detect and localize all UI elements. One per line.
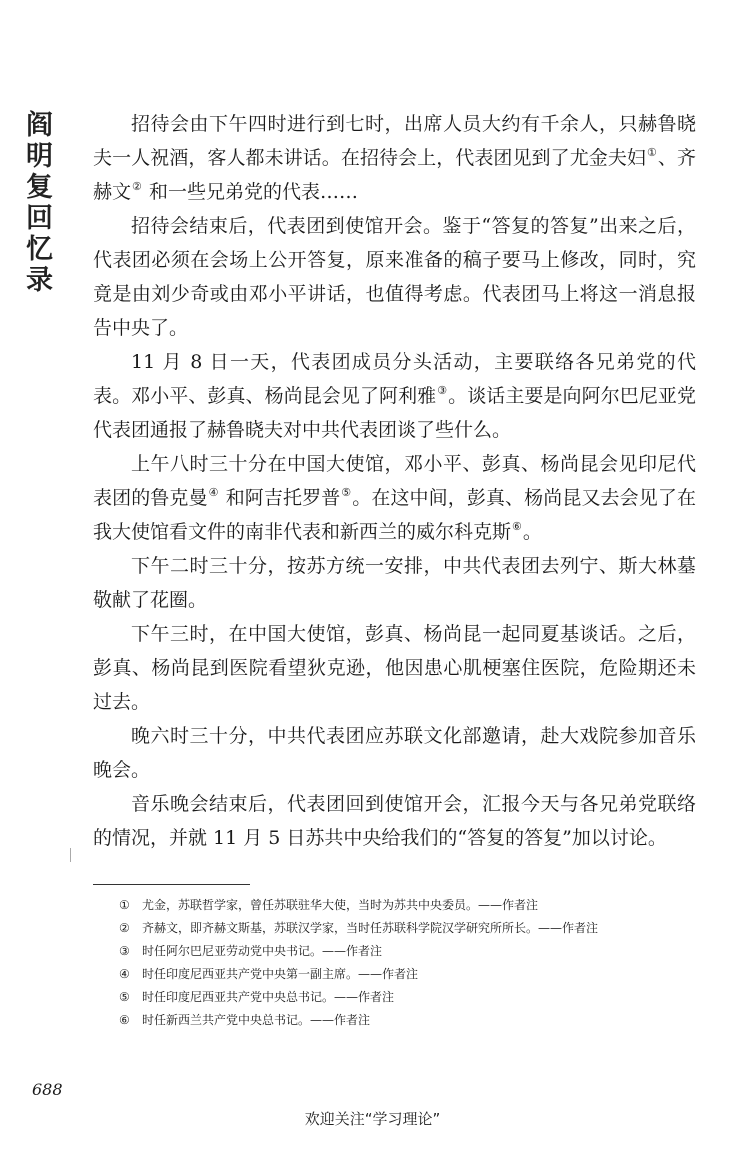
footnote-number: ③ bbox=[119, 944, 130, 958]
page-number: 688 bbox=[32, 1080, 63, 1099]
text-run: 。在这中间，彭真、杨尚昆又去会见了在我大使馆看文件的南非代表和新西兰的威尔科克斯 bbox=[93, 487, 696, 543]
footnote-number: ⑥ bbox=[119, 1013, 130, 1027]
footnote-divider bbox=[93, 884, 250, 885]
paragraph-8 bbox=[93, 787, 696, 855]
paragraph-3 bbox=[93, 345, 696, 447]
text-run: 下午三时，在中国大使馆，彭真、杨尚昆一起同夏基谈话。之后，彭真、杨尚昆到医院看望狄克逊，他因患心肌梗塞住医院，危险期还未过去。 bbox=[93, 623, 696, 713]
text-run: 、齐赫文 bbox=[93, 147, 696, 203]
footnote-1 bbox=[93, 894, 696, 917]
text-run: 招待会由下午四时进行到七时，出席人员大约有千余人，只赫鲁晓夫一人祝酒，客人都未讲话。在招待会上，代表团见到了尤金夫妇 bbox=[93, 113, 696, 169]
footnote-2 bbox=[93, 917, 696, 940]
paragraph-6 bbox=[93, 617, 696, 719]
footnote-text: 齐赫文，即齐赫文斯基，苏联汉学家，当时任苏联科学院汉学研究所所长。——作者注 bbox=[142, 921, 599, 935]
paragraph-5 bbox=[93, 549, 696, 617]
text-run: 上午八时三十分在中国大使馆，邓小平、彭真、杨尚昆会见印尼代表团的鲁克曼 bbox=[93, 453, 696, 509]
footnote-ref[interactable]: ② bbox=[132, 180, 142, 193]
footnote-ref[interactable]: ③ bbox=[437, 384, 448, 397]
footnote-6 bbox=[93, 1009, 696, 1032]
footnote-text: 尤金，苏联哲学家，曾任苏联驻华大使，当时为苏共中央委员。——作者注 bbox=[142, 898, 539, 912]
footnote-number: ① bbox=[119, 898, 130, 912]
footnote-ref[interactable]: ④ bbox=[208, 486, 219, 499]
footnotes bbox=[93, 894, 696, 1032]
footnote-ref[interactable]: ⑤ bbox=[341, 486, 352, 499]
paragraph-4 bbox=[93, 447, 696, 549]
footnote-5 bbox=[93, 986, 696, 1009]
footnote-number: ② bbox=[119, 921, 130, 935]
text-run: 和一些兄弟党的代表…… bbox=[148, 181, 358, 203]
footnote-number: ④ bbox=[119, 967, 130, 981]
text-run: 音乐晚会结束后，代表团回到使馆开会，汇报今天与各兄弟党联络的情况，并就 11 月 5 日苏共中央给我们的“答复的答复”加以讨论。 bbox=[93, 793, 696, 849]
text-run: 晚六时三十分，中共代表团应苏联文化部邀请，赴大戏院参加音乐晚会。 bbox=[93, 725, 696, 781]
text-run: 11 月 8 日一天，代表团成员分头活动，主要联络各兄弟党的代表。邓小平、彭真、杨尚昆会见了阿利雅 bbox=[93, 351, 696, 407]
paragraph-7 bbox=[93, 719, 696, 787]
text-run: 。 bbox=[522, 521, 542, 543]
paragraph-1 bbox=[93, 107, 696, 209]
footer-watermark: 欢迎关注“学习理论” bbox=[304, 1110, 441, 1128]
scan-mark bbox=[70, 848, 71, 862]
book-title-vertical: 阎明复回忆录 bbox=[21, 110, 52, 296]
footnote-text: 时任阿尔巴尼亚劳动党中央书记。——作者注 bbox=[142, 944, 383, 958]
footnote-text: 时任印度尼西亚共产党中央第一副主席。——作者注 bbox=[142, 967, 419, 981]
footnote-number: ⑤ bbox=[119, 990, 130, 1004]
text-run: 下午二时三十分，按苏方统一安排，中共代表团去列宁、斯大林墓敬献了花圈。 bbox=[93, 555, 696, 611]
text-run: 和阿吉托罗普 bbox=[225, 487, 341, 509]
footnote-4 bbox=[93, 963, 696, 986]
footnote-ref[interactable]: ① bbox=[646, 146, 657, 159]
footnote-3 bbox=[93, 940, 696, 963]
paragraph-2 bbox=[93, 209, 696, 345]
text-run: 招待会结束后，代表团到使馆开会。鉴于“答复的答复”出来之后，代表团必须在会场上公开答复，原来准备的稿子要马上修改，同时，究竟是由刘少奇或由邓小平讲话，也值得考虑。代表团马上将这一消息报告中央了。 bbox=[93, 215, 696, 339]
main-text bbox=[93, 107, 696, 855]
footnote-text: 时任新西兰共产党中央总书记。——作者注 bbox=[142, 1013, 371, 1027]
footnote-ref[interactable]: ⑥ bbox=[512, 520, 522, 533]
footnote-text: 时任印度尼西亚共产党中央总书记。——作者注 bbox=[142, 990, 395, 1004]
text-run: 。谈话主要是向阿尔巴尼亚党代表团通报了赫鲁晓夫对中共代表团谈了些什么。 bbox=[93, 385, 696, 441]
